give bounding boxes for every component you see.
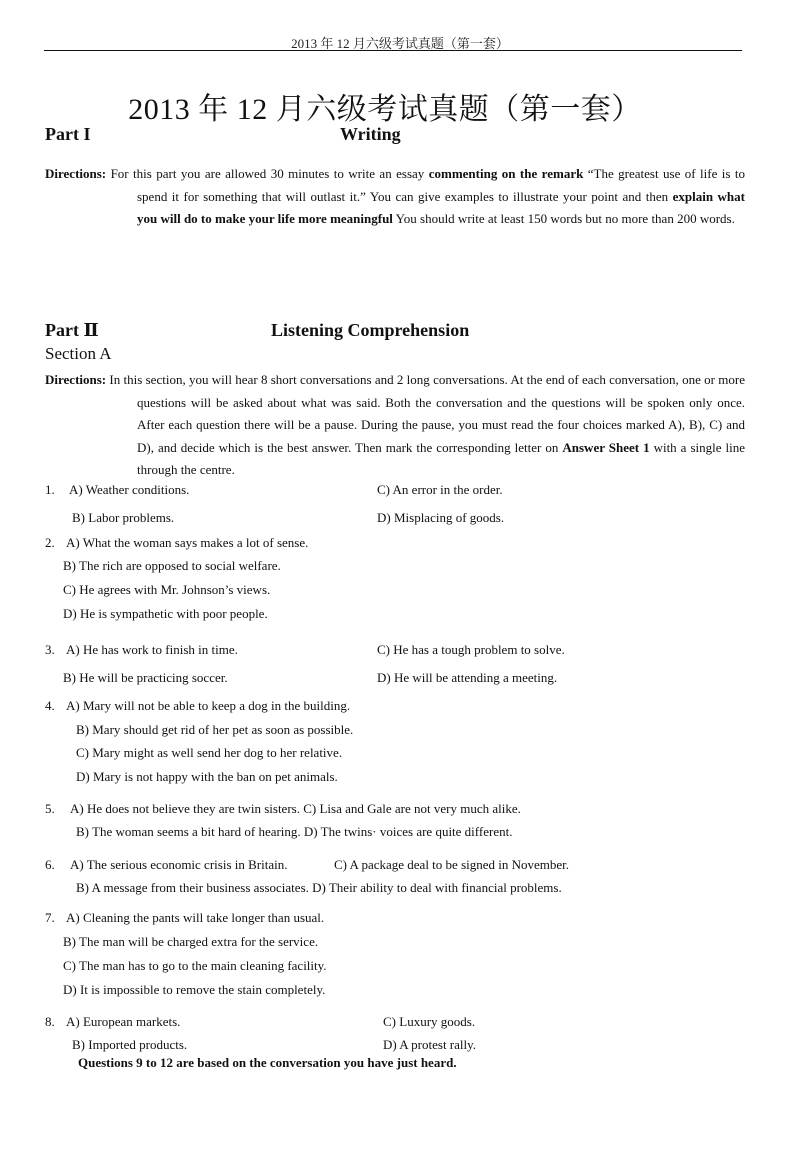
q7-option-b: B) The man will be charged extra for the service. xyxy=(63,934,319,949)
q1-option-c: C) An error in the order. xyxy=(377,482,503,497)
q7-option-c: C) The man has to go to the main cleaning facility. xyxy=(63,958,327,973)
q6-options-bd: B) A message from their business associates. D) Their ability to deal with financial problems. xyxy=(76,880,562,895)
q8-option-c: C) Luxury goods. xyxy=(383,1014,476,1029)
directions-label: Directions: xyxy=(45,166,107,181)
directions-text-1: For this part you are allowed 30 minutes to write an essay xyxy=(106,166,429,181)
document-title: 2013 年 12 月六级考试真题（第一套） xyxy=(128,93,642,126)
questions-9-12-note: Questions 9 to 12 are based on the conversation you have just heard. xyxy=(78,1055,457,1070)
q7-option-d: D) It is impossible to remove the stain completely. xyxy=(63,982,326,997)
q5-options-bd: B) The woman seems a bit hard of hearing. D) The twins· voices are quite different. xyxy=(76,824,513,839)
part1-directions xyxy=(45,163,745,231)
part2-directions xyxy=(45,369,745,482)
q8-option-a: A) European markets. xyxy=(66,1014,181,1029)
q4-option-c: C) Mary might as well send her dog to her relative. xyxy=(76,745,343,760)
directions-text-1: In this section, you will hear 8 short conversations and 2 long conversations. At the end of each conversation, one or more questions will be asked about what was said. Both the conversation and the questions will be spoken only once. After each question there will be a pause. During the pause, you must read the four choices marked A), B), C) and D), and decide which is the best answer. Then mark the corresponding letter on xyxy=(106,372,745,455)
part2-title: Listening Comprehension xyxy=(271,320,470,340)
q8-option-b: B) Imported products. xyxy=(72,1037,188,1052)
directions-text-3: You should write at least 150 words but no more than 200 words. xyxy=(392,211,735,226)
section-a-label: Section A xyxy=(45,344,112,363)
directions-text-2: “The greatest use of life is to spend it for something that will outlast it.” You can give examples to illustrate your point and then xyxy=(137,166,746,204)
q3-option-b: B) He will be practicing soccer. xyxy=(63,670,228,685)
q5-options-ac: A) He does not believe they are twin sisters. C) Lisa and Gale are not very much alike. xyxy=(70,801,521,816)
q6-option-a: A) The serious economic crisis in Britain. xyxy=(70,857,288,872)
header-rule xyxy=(44,50,742,51)
q6-option-c: C) A package deal to be signed in November. xyxy=(334,857,570,872)
part2-label: Part Ⅱ xyxy=(45,320,99,340)
directions-bold-1: commenting on the remark xyxy=(428,166,584,181)
q1-option-a: A) Weather conditions. xyxy=(69,482,190,497)
q4-option-a: A) Mary will not be able to keep a dog in the building. xyxy=(66,698,351,713)
directions-bold-2: explain what you will do to make your life more meaningful xyxy=(137,188,745,226)
q1-number: 1. xyxy=(45,482,55,497)
directions-label: Directions: xyxy=(45,372,107,387)
q4-option-b: B) Mary should get rid of her pet as soon as possible. xyxy=(76,722,354,737)
q1-option-b: B) Labor problems. xyxy=(72,510,175,525)
q4-option-d: D) Mary is not happy with the ban on pet animals. xyxy=(76,769,338,784)
part1-label: Part I xyxy=(45,124,91,144)
q8-option-d: D) A protest rally. xyxy=(383,1037,477,1052)
q2-number: 2. xyxy=(45,535,55,550)
q2-option-d: D) He is sympathetic with poor people. xyxy=(63,606,268,621)
q6-number: 6. xyxy=(45,857,55,872)
q1-option-d: D) Misplacing of goods. xyxy=(377,510,505,525)
q7-option-a: A) Cleaning the pants will take longer than usual. xyxy=(66,910,325,925)
directions-bold-1: Answer Sheet 1 xyxy=(562,439,650,455)
q3-number: 3. xyxy=(45,642,55,657)
q2-option-b: B) The rich are opposed to social welfare. xyxy=(63,558,281,573)
q7-number: 7. xyxy=(45,910,55,925)
directions-text-2: with a single line through the centre. xyxy=(137,439,745,477)
part1-title: Writing xyxy=(340,124,401,144)
q5-number: 5. xyxy=(45,801,55,816)
q2-option-c: C) He agrees with Mr. Johnson’s views. xyxy=(63,582,271,597)
q2-option-a: A) What the woman says makes a lot of sense. xyxy=(66,535,309,550)
running-header: 2013 年 12 月六级考试真题（第一套） xyxy=(291,36,509,51)
q3-option-c: C) He has a tough problem to solve. xyxy=(377,642,565,657)
q4-number: 4. xyxy=(45,698,55,713)
q3-option-d: D) He will be attending a meeting. xyxy=(377,670,558,685)
q3-option-a: A) He has work to finish in time. xyxy=(66,642,238,657)
q8-number: 8. xyxy=(45,1014,55,1029)
